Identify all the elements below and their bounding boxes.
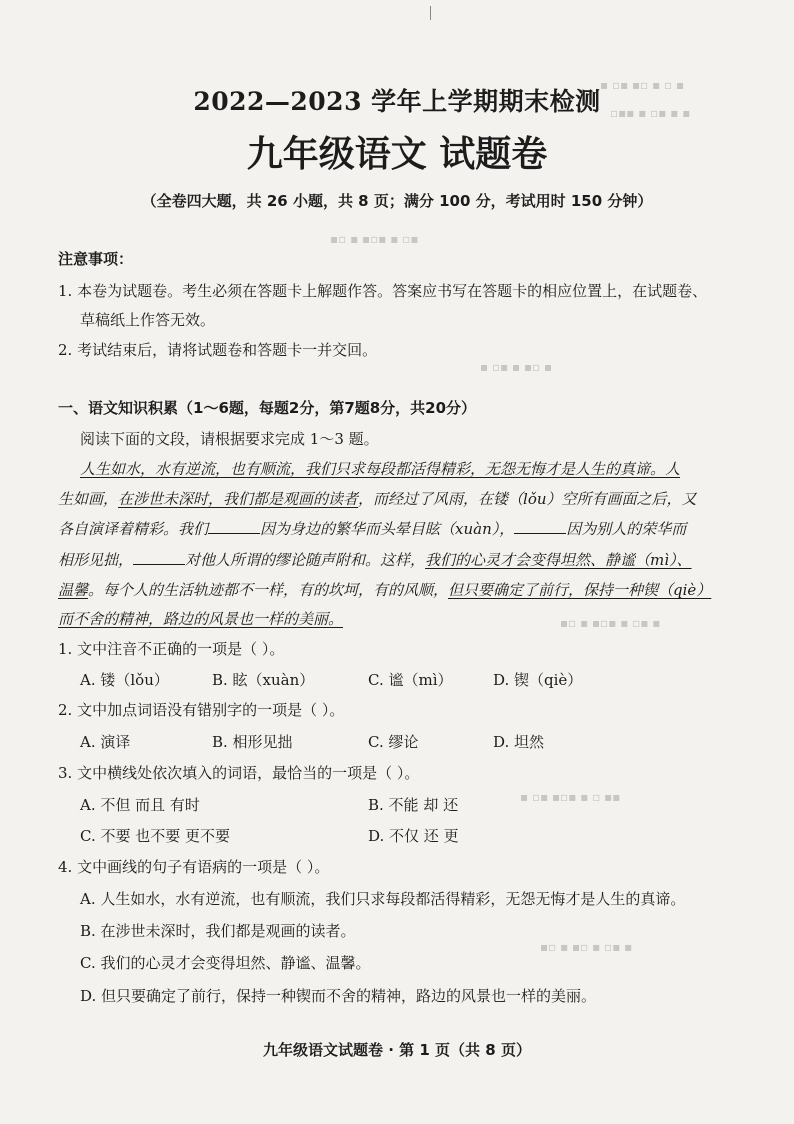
passage-text: ，而经过了风雨，在镂（lǒu）空所有画面之后，又 xyxy=(358,490,697,508)
passage-instruction: 阅读下面的文段，请根据要求完成 1～3 题。 xyxy=(80,430,379,448)
underlined-sentence: 而不舍的精神，路边的风景也一样的美丽。 xyxy=(58,610,344,628)
fill-blank xyxy=(133,550,185,565)
passage-line xyxy=(58,518,686,539)
question-1-option-d: D. 锲（qiè） xyxy=(493,671,583,689)
question-3-option-c: C. 不要 也不要 更不要 xyxy=(80,827,231,845)
question-2-option-b: B. 相形见拙 xyxy=(212,733,293,751)
question-4-option-a: A. 人生如水，水有逆流，也有顺流，我们只求每段都活得精彩，无怨无悔才是人生的真谛。 xyxy=(80,890,686,908)
passage-text: 。每个人的生活轨迹都不一样，有的坎坷，有的风顺， xyxy=(88,581,449,599)
bleed-through-text: ▪▫ ▪ ▪▫▪ ▪ ▫▪ ▪ xyxy=(560,616,661,630)
passage-line xyxy=(58,608,343,629)
bleed-through-text: ▪▫ ▪ ▪▫ ▪ ▫▪ ▪ xyxy=(540,940,633,954)
passage-text: 各自演译着精彩。我们 xyxy=(58,520,209,538)
passage-line xyxy=(58,579,711,600)
section-heading-text: 一、语文知识积累（1～6题，每题2分，第7题8分，共20分） xyxy=(58,399,477,417)
question-3-option-d: D. 不仅 还 更 xyxy=(368,827,459,845)
passage-line xyxy=(58,549,692,570)
passage-text: 相形见拙， xyxy=(58,551,134,569)
bleed-through-text: ▪ ▫▪ ▪▫ ▪ ▫ ▪ xyxy=(600,78,685,92)
question-4-option-b: B. 在涉世未深时，我们都是观画的读者。 xyxy=(80,922,356,940)
notes-heading: 注意事项： xyxy=(58,250,134,268)
underlined-sentence: 在涉世未深时，我们都是观画的读者 xyxy=(118,490,359,508)
exam-title: 2022—2023 学年上学期期末检测 xyxy=(193,87,601,116)
passage-text: 对他人所谓的缪论随声附和。这样， xyxy=(185,551,426,569)
bleed-through-text: ▪ ▫▪ ▪ ▪▫ ▪ xyxy=(480,360,553,374)
question-2-option-d: D. 坦然 xyxy=(493,733,545,751)
passage-line xyxy=(80,458,680,479)
bleed-through-text: ▪▫ ▪ ▪▫▪ ▪ ▫▪ xyxy=(330,232,419,246)
question-1-stem: 1. 文中注音不正确的一项是（ ）。 xyxy=(58,640,285,658)
question-2-option-c: C. 缪论 xyxy=(368,733,419,751)
paper-title: 九年级语文 试题卷 xyxy=(246,134,548,175)
passage-line xyxy=(58,488,697,509)
notes-item-1: 1. 本卷为试题卷。考生必须在答题卡上解题作答。答案应书写在答题卡的相应位置上，在试题卷、 xyxy=(58,282,708,300)
passage-text: 生如画， xyxy=(58,490,119,508)
page-footer: 九年级语文试题卷 · 第 1 页（共 8 页） xyxy=(263,1041,531,1059)
notes-item-2: 2. 考试结束后，请将试题卷和答题卡一并交回。 xyxy=(58,341,378,359)
question-3-stem: 3. 文中横线处依次填入的词语，最恰当的一项是（ ）。 xyxy=(58,764,420,782)
question-1-option-b: B. 眩（xuàn） xyxy=(212,671,315,689)
passage-text: 因为身边的繁华而头晕目眩（xuàn）， xyxy=(260,520,515,538)
question-2-option-a: A. 演译 xyxy=(80,733,131,751)
question-4-stem: 4. 文中画线的句子有语病的一项是（ ）。 xyxy=(58,858,330,876)
notes-item-1-cont: 草稿纸上作答无效。 xyxy=(80,311,216,329)
scan-edge-mark xyxy=(430,6,431,20)
underlined-sentence: 但只要确定了前行，保持一种锲（qiè） xyxy=(448,581,712,599)
question-1-option-c: C. 谧（mì） xyxy=(368,671,453,689)
question-4-option-c: C. 我们的心灵才会变得坦然、静谧、温馨。 xyxy=(80,954,371,972)
question-1-option-a: A. 镂（lǒu） xyxy=(80,671,169,689)
section-heading xyxy=(58,397,476,418)
exam-info: （全卷四大题，共 26 小题，共 8 页；满分 100 分，考试用时 150 分钟） xyxy=(141,192,653,210)
question-2-stem: 2. 文中加点词语没有错别字的一项是（ ）。 xyxy=(58,701,345,719)
bleed-through-text: ▫▪▪ ▪ ▫▪ ▪ ▪ xyxy=(610,106,691,120)
question-4-option-d: D. 但只要确定了前行，保持一种锲而不舍的精神，路边的风景也一样的美丽。 xyxy=(80,987,597,1005)
fill-blank xyxy=(208,519,260,534)
bleed-through-text: ▪ ▫▪ ▪▫▪ ▪ ▫ ▪▪ xyxy=(520,790,621,804)
underlined-sentence: 温馨 xyxy=(58,581,89,599)
underlined-sentence: 我们的心灵才会变得坦然、静谧（mì）、 xyxy=(425,551,692,569)
fill-blank xyxy=(514,519,566,534)
underlined-sentence: 人生如水，水有逆流，也有顺流，我们只求每段都活得精彩，无怨无悔才是人生的真谛。人 xyxy=(80,460,681,478)
passage-text: 因为别人的荣华而 xyxy=(566,520,687,538)
question-3-option-b: B. 不能 却 还 xyxy=(368,796,459,814)
question-3-option-a: A. 不但 而且 有时 xyxy=(80,796,200,814)
